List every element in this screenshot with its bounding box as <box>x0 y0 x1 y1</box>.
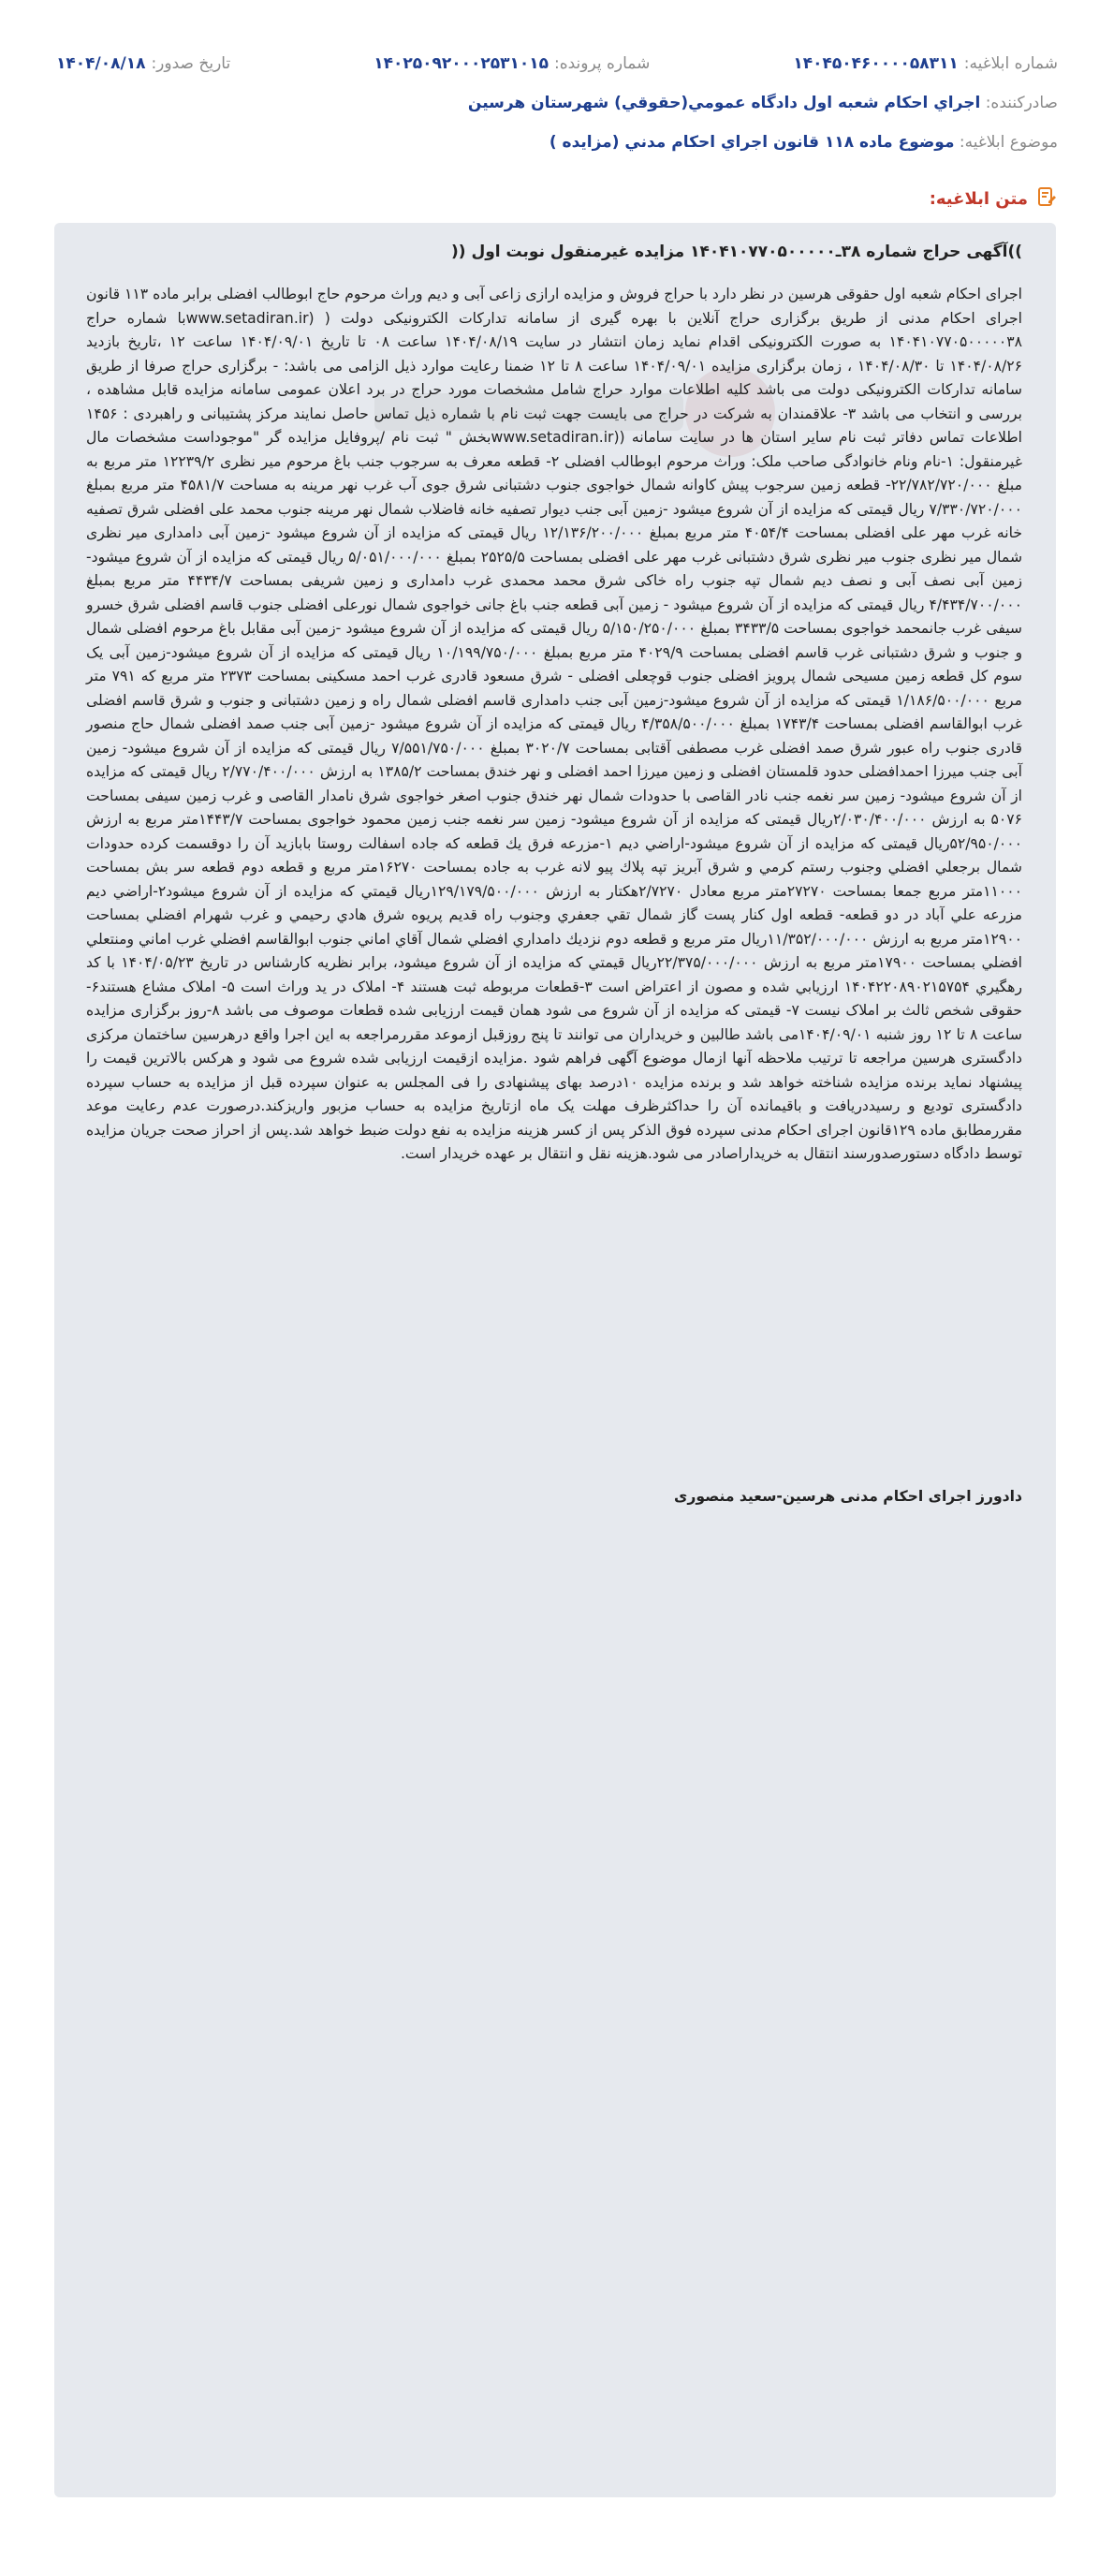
meta-row <box>56 54 1058 73</box>
notice-signature: دادورز اجرای احکام مدنی هرسین-سعید منصوری <box>674 1488 1022 1505</box>
notice-body: اجرای احکام شعبه اول حقوقی هرسین در نظر دارد با حراج فروش و مزایده ارازی زاعی آبی و دیم وراث مرحوم حاج ابوطالب افضلی برابر ماده ۱۱۳ قانون اجرای احکام مدنی از طریق برگزاری حراج آنلاین با بهره گیری از سامانه تدارکات الکترونیکی دولت ( (www.setadiran.irبا شماره حراج ۱۴۰۴۱۰۷۷۰۵۰۰۰۰۰۳۸ به صورت الکترونیکی اقدام نماید زمان انتشار در سایت ۱۴۰۴/۰۸/۱۹ ساعت ۰۸ تا تاریخ ۱۴۰۴/۰۹/۰۱ ساعت ۱۲ ،تاریخ بازدید ۱۴۰۴/۰۸/۲۶ تا ۱۴۰۴/۰۸/۳۰ ، زمان برگزاری مزایده ۱۴۰۴/۰۹/۰۱ ساعت ۸ تا ۱۲ ضمنا رعایت موارد ذیل الزامی می باشد: - برگزاری حراج صرفا از طریق سامانه تدارکات الکترونیکی دولت می باشد کلیه اطلاعات موارد حراج شامل مشخصات مورد حراج در برد اعلان عمومی سامانه مزایده قابل مشاهده ، بررسی و انتخاب می باشد ۳- علاقمندان به شرکت در حراج می بایست جهت ثبت نام با شماره ذیل تماس حاصل نمایند مرکز پشتیبانی و راهبردی : ۱۴۵۶ اطلاعات تماس دفاتر ثبت نام سایر استان ها در سایت سامانه ((www.setadiran.irبخش " ثبت نام /پروفایل مزایده گر "موجوداست مشخصات مال غیرمنقول: ۱-نام ونام خانوادگی صاحب ملک: وراث مرحوم ابوطالب افضلی ۲- قطعه معرف به سرجوب جنب باغ مرحوم میر نظری ۱۲۲۳۹/۲ متر مربع به مبلغ ۲۲/۷۸۲/۷۲۰/۰۰۰- قطعه زمین سرجوب پیش کاوانه شمال خواجوی جنوب دشتبانی شرق جوی آب غرب نهر مرینه به مساحت ۴۵۸۱/۷ متر مربع بمبلغ ۷/۳۳۰/۷۲۰/۰۰۰ ریال قیمتی که مزایده از آن شروع میشود -زمین آبی جنب دیوار تصفیه خانه فاضلاب شمال نهر مرینه جنوب محمد علی افضلی شرق تصفیه خانه غرب مهر علی افضلی بمساحت ۴۰۵۴/۴ متر مربع بمبلغ ۱۲/۱۳۶/۲۰۰/۰۰۰ ریال قیمتی که مزایده از آن شروع میشود -زمین آبی دامداری میر نظری شمال میر نظری جنوب میر نظری شرق دشتبانی غرب مهر علی افضلی بمساحت ۲۵۲۵/۵ بمبلغ ۵/۰۵۱/۰۰۰/۰۰۰ ریال قیمتی که مزایده از آن شروع میشود-زمین آبی نصف آبی و نصف دیم شمال تپه جنوب راه خاکی شرق محمد محمدی غرب دامداری و زمین شریفی بمساحت ۴۴۳۴/۷ متر مربع بمبلغ ۴/۴۳۴/۷۰۰/۰۰۰ ریال قیمتی که مزایده از آن شروع میشود - زمین آبی قطعه جنب باغ جانی خواجوی شمال نورعلی افضلی جنوب قاسم افضلی شرق خسرو سیفی غرب جانمحمد خواجوی بمساحت ۳۴۳۳/۵ بمبلغ ۵/۱۵۰/۲۵۰/۰۰۰ ریال قیمتی که مزایده از آن شروع میشود -زمین آبی مقابل باغ مرحوم افضلی شمال و جنوب و شرق دشتبانی غرب قاسم افضلی بمساحت ۴۰۲۹/۹ متر مربع بمبلغ ۱۰/۱۹۹/۷۵۰/۰۰۰ ریال قیمتی که مزایده از آن شروع میشود-زمین آبی یک سوم کل قطعه زمین مسیحی شمال پرویز افضلی جنوب قوچعلی افضلی - شرق مسعود قادری غرب احمد مسکینی بمساحت ۲۳۷۳ متر مربع که ۷۹۱ متر مربع ۱/۱۸۶/۵۰۰/۰۰۰ قیمتی که مزایده از آن شروع میشود-زمین آبی جنب دامداری قاسم افضلی شمال راه و زمین دشتبانی و جنوب و شرق قاسم افضلی غرب ابوالقاسم افضلی بمساحت ۱۷۴۳/۴ بمبلغ ۴/۳۵۸/۵۰۰/۰۰۰ ریال قیمتی که مزایده از آن شروع میشود -زمین آبی جنب صمد افضلی شمال حاج منصور قادری جنوب راه عبور شرق صمد افضلی غرب مصطفی آقتابی بمساحت ۳۰۲۰/۷ بمبلغ ۷/۵۵۱/۷۵۰/۰۰۰ ریال قیمتی که مزایده از آن شروع میشود- زمین آبی جنب میرزا احمدافضلی حدود قلمستان افضلی و زمین میرزا احمد افضلی و نهر خندق بمساحت ۱۳۸۵/۲ به ارزش ۲/۷۷۰/۴۰۰/۰۰۰ ریال قیمتی که مزایده از آن شروع میشود- زمین سر نغمه جنب نادر القاصی با حدودات شمال نهر خندق جنوب اصغر خواجوی شرق نامدار القاصی و غرب زمین سیفی بمساحت ۵۰۷۶ به ارزش ۲/۰۳۰/۴۰۰/۰۰۰ریال قیمتی که مزایده از آن شروع میشود- زمین سر نغمه جنب زمین محمود خواجوی بمساحت ۱۴۴۳/۷متر مربع به ارزش ۵۲/۹۵۰/۰۰۰ریال قیمتی که مزایده از آن شروع میشود-اراضي ديم ۱-مزرعه فرق يك قطعه كه جاده اسفالت روستا بابازيد آن را دوقسمت كرده حدودات شمال برجعلي افضلي وجنوب رستم كرمي و شرق آبريز تپه پلاك پيو لانه غرب به جاده بمساحت ۱۶۲۷۰متر مربع و قطعه دوم قطعه سر بش بمساحت ۱۱۰۰۰متر مربع جمعا بمساحت ۲۷۲۷۰متر مربع معادل ۲/۷۲۷۰هكتار به ارزش ۱۲۹/۱۷۹/۵۰۰/۰۰۰ريال قيمتي كه مزايده از آن شروع ميشود۲-اراضي ديم مزرعه علي آباد در دو قطعه- قطعه اول كنار پست گاز شمال تقي جعفري وجنوب راه قديم پريوه شرق هادي رحيمي و غرب شهرام افضلي بمساحت ۱۲۹۰۰متر مربع به ارزش ۱۱/۳۵۲/۰۰۰/۰۰۰ريال متر مربع و قطعه دوم نزديك دامداري افضلي شمال آقاي اماني جنوب ابوالقاسم افضلي غرب اماني ومنتعلي افضلي بمساحت ۱۷۹۰۰متر مربع به ارزش ۲۲/۳۷۵/۰۰۰/۰۰۰ريال قيمتي كه مزايده از آن شروع ميشود، برابر نظريه كارشناس در تاريخ ۱۴۰۴/۰۵/۲۳ با كد رهگيري ۱۴۰۴۲۲۰۸۹۰۲۱۵۷۵۴ ارزيابي شده و مصون از اعتراض است ۳-قطعات مربوطه ثبت هستند ۴- املاک در ید وراث است ۵- املاک مشاع هستند۶-حقوقی شخص ثالث بر املاک نیست ۷- قیمتی که مزایده از آن شروع می شود همان قیمت ارزیابی شده قطعات موصوف می باشد ۸-روز برگزاری مزایده ساعت ۸ تا ۱۲ روز شنبه ۱۴۰۴/۰۹/۰۱می باشد طالبین و خریداران می توانند تا پنج روزقبل ازموعد مقررمراجعه به این اجرا واقع درهرسین ساختمان مرکزی دادگستری هرسین مراجعه تا ترتیب ملاحظه آنها ازمال موضوع آگهی فراهم شود .مزایده ازقیمت ارزیابی شده شروع می شود و هرکس بالاترین قیمت را پیشنهاد نماید برنده مزایده شناخته خواهد شد و برنده مزایده ۱۰درصد بهای پیشنهادی را فی المجلس به عنوان سپرده قبل از مزایده به حساب سپرده دادگستری تودیع و رسیددریافت و باقیمانده آن را حداکثرظرف مهلت یک ماه ازتاریخ مزایده به حساب مزبور واریزکند.درصورت عدم رعایت موعد مقررمطابق ماده ۱۲۹قانون اجرای احکام مدنی سپرده فوق الذکر پس از کسر هزینه مزایده به نفع دولت ضبط خواهد شد.پس از احراز صحت جریان مزایده توسط دادگاه دستورصدورسند انتقال به خریداراصادر می شود.هزینه نقل و انتقال بر عهده خریدار است. <box>86 286 1023 1162</box>
case-number: شماره پرونده: ۱۴۰۲۵۰۹۲۰۰۰۲۵۳۱۰۱۵ <box>374 54 651 73</box>
section-title: متن ابلاغیه: <box>930 185 1058 213</box>
issue-date: تاریخ صدور: ۱۴۰۴/۰۸/۱۸ <box>56 54 231 73</box>
notice-number: شماره ابلاغیه: ۱۴۰۴۵۰۴۶۰۰۰۰۵۸۳۱۱ <box>793 54 1058 73</box>
notice-heading: ))آگهی حراج شماره ۳۸ـ۱۴۰۴۱۰۷۷۰۵۰۰۰۰۰ مزایده غیرمنقول نوبت اول (( <box>451 243 1022 261</box>
subject-line: موضوع ابلاغیه: موضوع ماده ۱۱۸ قانون اجراي احكام مدني (مزايده ) <box>549 133 1058 152</box>
document-edit-icon <box>1035 185 1058 213</box>
issuer-line: صادرکننده: اجراي احكام شعبه اول دادگاه عمومي(حقوقي) شهرستان هرسين <box>467 94 1058 112</box>
